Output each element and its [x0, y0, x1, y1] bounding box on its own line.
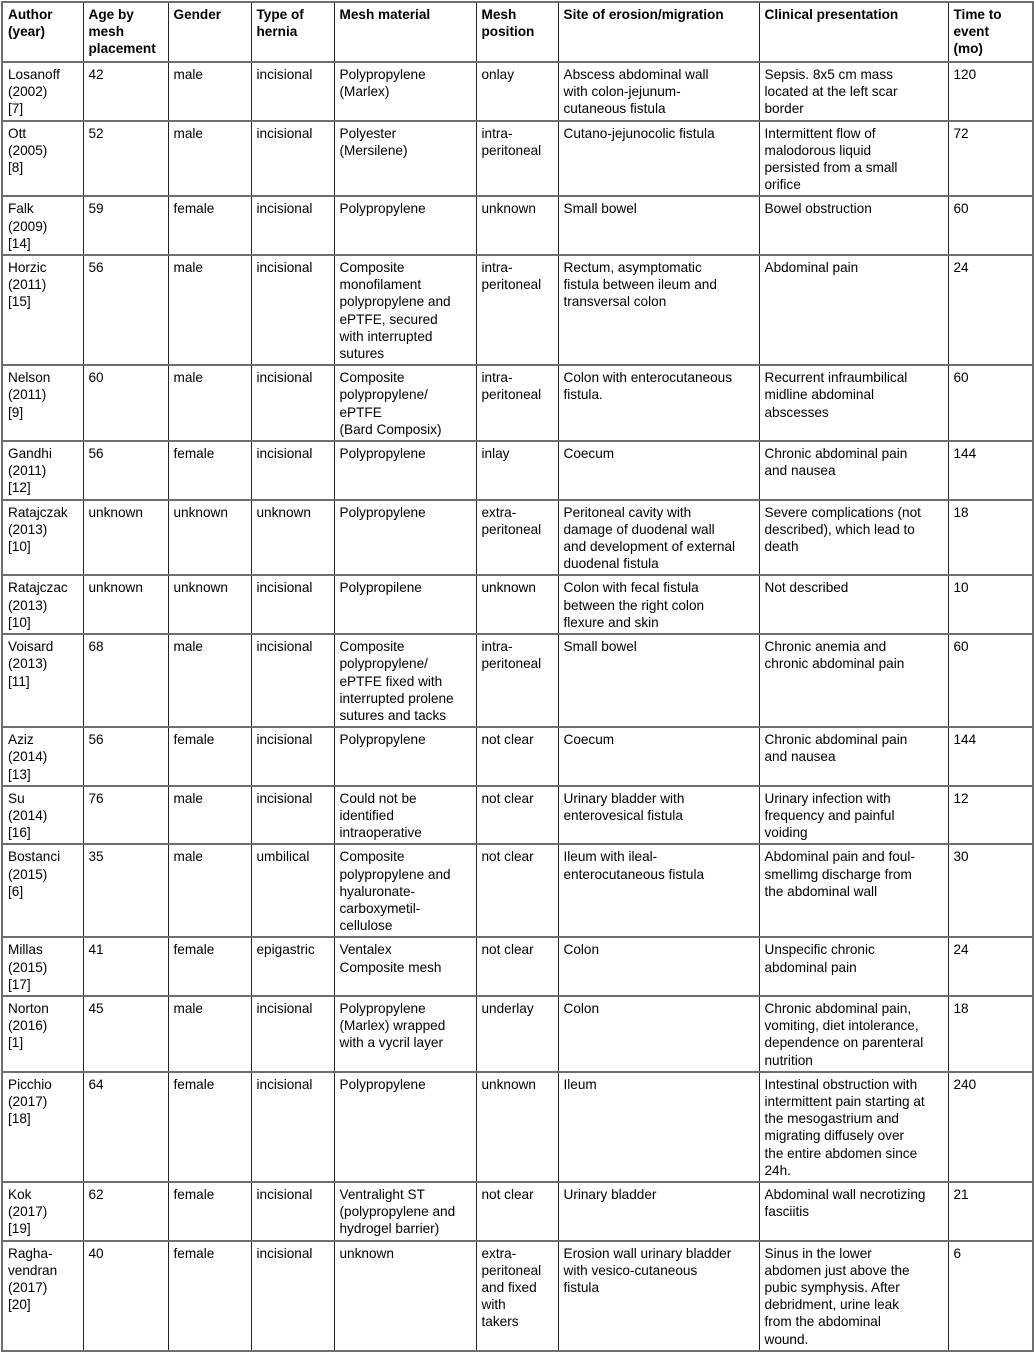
header-row — [2, 2, 1033, 62]
cell-age: 59 — [83, 196, 168, 255]
cell-site: Erosion wall urinary bladder with vesico-cutaneous fistula — [558, 1241, 759, 1351]
cell-author: Horzic (2011) [15] — [2, 255, 83, 365]
table-row — [2, 634, 1033, 727]
cell-mesh-material: Polypropylene — [334, 1072, 476, 1182]
cell-time: 60 — [948, 365, 1033, 441]
cell-author: Nelson (2011) [9] — [2, 365, 83, 441]
cell-site: Coecum — [558, 441, 759, 500]
cell-time: 72 — [948, 121, 1033, 197]
cell-gender: male — [168, 996, 251, 1072]
cell-gender: unknown — [168, 575, 251, 634]
cell-age: 56 — [83, 255, 168, 365]
cell-age: 56 — [83, 727, 168, 786]
cell-time: 60 — [948, 634, 1033, 727]
cell-time: 18 — [948, 500, 1033, 576]
cell-clinical: Unspecific chronic abdominal pain — [759, 937, 948, 996]
cell-clinical: Chronic abdominal pain and nausea — [759, 727, 948, 786]
cell-clinical: Sepsis. 8x5 cm mass located at the left scar border — [759, 62, 948, 121]
table-row — [2, 365, 1033, 441]
cell-mesh-material: Ventralight ST (polypropylene and hydrogel barrier) — [334, 1182, 476, 1241]
cell-time: 60 — [948, 196, 1033, 255]
table-row — [2, 937, 1033, 996]
table-row — [2, 844, 1033, 937]
cell-age: unknown — [83, 575, 168, 634]
table-row — [2, 1072, 1033, 1182]
cell-site: Peritoneal cavity with damage of duodenal wall and development of external duodenal fistula — [558, 500, 759, 576]
cell-author: Losanoff (2002) [7] — [2, 62, 83, 121]
cell-hernia-type: incisional — [251, 1072, 334, 1182]
cell-time: 144 — [948, 727, 1033, 786]
table-row — [2, 255, 1033, 365]
cell-site: Colon — [558, 996, 759, 1072]
cell-author: Ratajczak (2013) [10] — [2, 500, 83, 576]
cell-author: Voisard (2013) [11] — [2, 634, 83, 727]
cell-gender: male — [168, 365, 251, 441]
table-row — [2, 121, 1033, 197]
header-clinical: Clinical presentation — [759, 2, 948, 62]
cell-clinical: Recurrent infraumbilical midline abdominal abscesses — [759, 365, 948, 441]
cell-clinical: Chronic anemia and chronic abdominal pain — [759, 634, 948, 727]
cell-mesh-position: unknown — [476, 1072, 558, 1182]
cell-mesh-material: Composite polypropylene/ ePTFE (Bard Composix) — [334, 365, 476, 441]
cell-mesh-material: Composite polypropylene and hyaluronate- carboxymetil- cellulose — [334, 844, 476, 937]
cell-gender: female — [168, 1182, 251, 1241]
cell-mesh-position: not clear — [476, 937, 558, 996]
cell-time: 12 — [948, 786, 1033, 845]
cell-gender: male — [168, 786, 251, 845]
table-row — [2, 996, 1033, 1072]
cell-gender: male — [168, 844, 251, 937]
cell-clinical: Urinary infection with frequency and painful voiding — [759, 786, 948, 845]
cell-time: 24 — [948, 937, 1033, 996]
cell-author: Gandhi (2011) [12] — [2, 441, 83, 500]
cell-gender: female — [168, 1072, 251, 1182]
table-row — [2, 500, 1033, 576]
cell-author: Norton (2016) [1] — [2, 996, 83, 1072]
cell-site: Colon with enterocutaneous fistula. — [558, 365, 759, 441]
cell-mesh-position: underlay — [476, 996, 558, 1072]
table-row — [2, 62, 1033, 121]
cell-mesh-position: unknown — [476, 575, 558, 634]
table-body — [2, 62, 1033, 1351]
cell-author: Kok (2017) [19] — [2, 1182, 83, 1241]
cell-hernia-type: epigastric — [251, 937, 334, 996]
cell-mesh-position: not clear — [476, 1182, 558, 1241]
cell-author: Ott (2005) [8] — [2, 121, 83, 197]
cell-clinical: Abdominal pain — [759, 255, 948, 365]
cell-age: 35 — [83, 844, 168, 937]
table-row — [2, 1182, 1033, 1241]
cell-age: 68 — [83, 634, 168, 727]
cell-mesh-material: Polyester (Mersilene) — [334, 121, 476, 197]
table-row — [2, 786, 1033, 845]
cell-mesh-position: not clear — [476, 786, 558, 845]
cell-mesh-position: intra- peritoneal — [476, 255, 558, 365]
cell-time: 21 — [948, 1182, 1033, 1241]
cell-time: 30 — [948, 844, 1033, 937]
cell-age: unknown — [83, 500, 168, 576]
cell-mesh-material: Polypropilene — [334, 575, 476, 634]
cell-age: 40 — [83, 1241, 168, 1351]
cell-clinical: Chronic abdominal pain, vomiting, diet intolerance, dependence on parenteral nutrition — [759, 996, 948, 1072]
header-age: Age by mesh placement — [83, 2, 168, 62]
cell-hernia-type: incisional — [251, 441, 334, 500]
mesh-erosion-table — [1, 1, 1034, 1352]
cell-time: 144 — [948, 441, 1033, 500]
table-row — [2, 441, 1033, 500]
cell-site: Small bowel — [558, 196, 759, 255]
header-mesh-position: Mesh position — [476, 2, 558, 62]
cell-age: 62 — [83, 1182, 168, 1241]
cell-time: 6 — [948, 1241, 1033, 1351]
cell-age: 42 — [83, 62, 168, 121]
cell-hernia-type: incisional — [251, 62, 334, 121]
cell-site: Urinary bladder with enterovesical fistula — [558, 786, 759, 845]
cell-hernia-type: incisional — [251, 121, 334, 197]
cell-mesh-material: Polypropylene — [334, 441, 476, 500]
cell-clinical: Intestinal obstruction with intermittent pain starting at the mesogastrium and migrating diffusely over the entire abdomen since 24h. — [759, 1072, 948, 1182]
cell-clinical: Intermittent flow of malodorous liquid persisted from a small orifice — [759, 121, 948, 197]
cell-site: Cutano-jejunocolic fistula — [558, 121, 759, 197]
cell-mesh-material: Composite polypropylene/ ePTFE fixed with interrupted prolene sutures and tacks — [334, 634, 476, 727]
cell-site: Colon — [558, 937, 759, 996]
cell-site: Urinary bladder — [558, 1182, 759, 1241]
cell-age: 64 — [83, 1072, 168, 1182]
cell-hernia-type: incisional — [251, 634, 334, 727]
cell-hernia-type: incisional — [251, 1241, 334, 1351]
header-author: Author (year) — [2, 2, 83, 62]
cell-clinical: Severe complications (not described), which lead to death — [759, 500, 948, 576]
cell-hernia-type: incisional — [251, 786, 334, 845]
cell-author: Ratajczac (2013) [10] — [2, 575, 83, 634]
cell-hernia-type: incisional — [251, 255, 334, 365]
cell-time: 120 — [948, 62, 1033, 121]
cell-author: Millas (2015) [17] — [2, 937, 83, 996]
cell-author: Aziz (2014) [13] — [2, 727, 83, 786]
cell-hernia-type: incisional — [251, 196, 334, 255]
cell-author: Picchio (2017) [18] — [2, 1072, 83, 1182]
cell-gender: female — [168, 1241, 251, 1351]
cell-clinical: Chronic abdominal pain and nausea — [759, 441, 948, 500]
cell-mesh-position: unknown — [476, 196, 558, 255]
cell-author: Ragha- vendran (2017) [20] — [2, 1241, 83, 1351]
cell-mesh-position: extra- peritoneal — [476, 500, 558, 576]
cell-mesh-material: Composite monofilament polypropylene and ePTFE, secured with interrupted sutures — [334, 255, 476, 365]
table-row — [2, 196, 1033, 255]
cell-age: 45 — [83, 996, 168, 1072]
cell-site: Small bowel — [558, 634, 759, 727]
cell-mesh-position: onlay — [476, 62, 558, 121]
cell-time: 10 — [948, 575, 1033, 634]
header-mesh-material: Mesh material — [334, 2, 476, 62]
cell-hernia-type: incisional — [251, 727, 334, 786]
cell-mesh-position: not clear — [476, 727, 558, 786]
cell-site: Colon with fecal fistula between the right colon flexure and skin — [558, 575, 759, 634]
cell-hernia-type: unknown — [251, 500, 334, 576]
cell-mesh-position: extra- peritoneal and fixed with takers — [476, 1241, 558, 1351]
cell-mesh-position: not clear — [476, 844, 558, 937]
cell-site: Coecum — [558, 727, 759, 786]
header-gender: Gender — [168, 2, 251, 62]
cell-gender: male — [168, 255, 251, 365]
header-time: Time to event (mo) — [948, 2, 1033, 62]
cell-hernia-type: incisional — [251, 365, 334, 441]
cell-site: Ileum — [558, 1072, 759, 1182]
cell-mesh-material: Polypropylene — [334, 196, 476, 255]
cell-age: 60 — [83, 365, 168, 441]
cell-site: Abscess abdominal wall with colon-jejunum- cutaneous fistula — [558, 62, 759, 121]
cell-gender: female — [168, 441, 251, 500]
cell-hernia-type: incisional — [251, 1182, 334, 1241]
header-hernia-type: Type of hernia — [251, 2, 334, 62]
cell-mesh-material: Polypropylene — [334, 727, 476, 786]
header-site: Site of erosion/migration — [558, 2, 759, 62]
cell-clinical: Abdominal wall necrotizing fasciitis — [759, 1182, 948, 1241]
cell-clinical: Abdominal pain and foul- smellimg discharge from the abdominal wall — [759, 844, 948, 937]
cell-time: 18 — [948, 996, 1033, 1072]
cell-mesh-position: intra- peritoneal — [476, 634, 558, 727]
cell-hernia-type: incisional — [251, 996, 334, 1072]
table-row — [2, 1241, 1033, 1351]
cell-gender: male — [168, 62, 251, 121]
cell-gender: female — [168, 937, 251, 996]
cell-gender: male — [168, 634, 251, 727]
cell-mesh-position: inlay — [476, 441, 558, 500]
cell-time: 240 — [948, 1072, 1033, 1182]
cell-site: Rectum, asymptomatic fistula between ileum and transversal colon — [558, 255, 759, 365]
cell-author: Bostanci (2015) [6] — [2, 844, 83, 937]
cell-site: Ileum with ileal- enterocutaneous fistula — [558, 844, 759, 937]
cell-mesh-material: Polypropylene (Marlex) — [334, 62, 476, 121]
cell-clinical: Sinus in the lower abdomen just above the pubic symphysis. After debridment, urine leak from the abdominal wound. — [759, 1241, 948, 1351]
cell-hernia-type: umbilical — [251, 844, 334, 937]
cell-hernia-type: incisional — [251, 575, 334, 634]
cell-age: 41 — [83, 937, 168, 996]
cell-mesh-position: intra- peritoneal — [476, 365, 558, 441]
cell-gender: female — [168, 196, 251, 255]
table-row — [2, 727, 1033, 786]
cell-gender: female — [168, 727, 251, 786]
cell-age: 76 — [83, 786, 168, 845]
cell-mesh-material: Polypropylene — [334, 500, 476, 576]
cell-mesh-material: Polypropylene (Marlex) wrapped with a vycril layer — [334, 996, 476, 1072]
cell-gender: male — [168, 121, 251, 197]
cell-author: Su (2014) [16] — [2, 786, 83, 845]
cell-time: 24 — [948, 255, 1033, 365]
cell-clinical: Not described — [759, 575, 948, 634]
cell-age: 52 — [83, 121, 168, 197]
cell-mesh-material: Ventalex Composite mesh — [334, 937, 476, 996]
cell-author: Falk (2009) [14] — [2, 196, 83, 255]
cell-gender: unknown — [168, 500, 251, 576]
table-row — [2, 575, 1033, 634]
cell-mesh-material: unknown — [334, 1241, 476, 1351]
cell-clinical: Bowel obstruction — [759, 196, 948, 255]
cell-age: 56 — [83, 441, 168, 500]
cell-mesh-material: Could not be identified intraoperative — [334, 786, 476, 845]
cell-mesh-position: intra- peritoneal — [476, 121, 558, 197]
